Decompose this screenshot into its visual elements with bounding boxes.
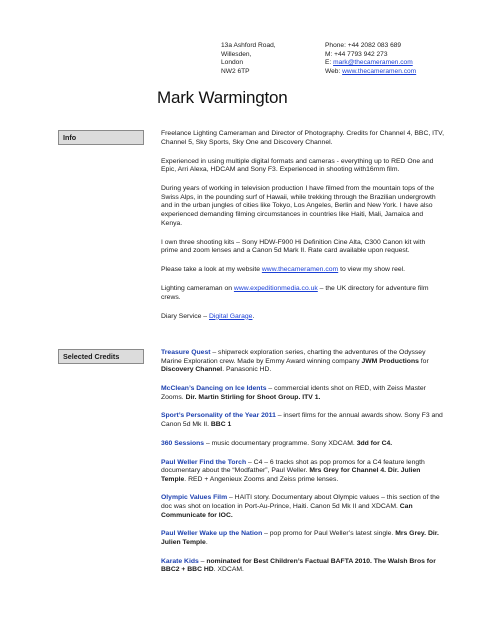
credit-title: Treasure Quest bbox=[161, 349, 211, 356]
credit-text: . bbox=[205, 539, 208, 547]
address-line: Willesden, bbox=[221, 50, 252, 58]
credit-item bbox=[161, 412, 444, 429]
page-title: Mark Warmington bbox=[157, 88, 288, 107]
info-paragraph bbox=[161, 313, 444, 322]
info-paragraph bbox=[161, 285, 444, 302]
credit-bold: Mrs Grey for Channel 4. Dir. Julien Temple bbox=[161, 467, 421, 483]
credit-bold: Can Communicate for IOC. bbox=[161, 503, 413, 519]
credit-item bbox=[161, 558, 444, 575]
credit-bold: 3dd for C4. bbox=[356, 439, 393, 447]
credit-title: Paul Weller Wake up the Nation bbox=[161, 530, 263, 538]
digital-garage-link[interactable]: Digital Garage bbox=[208, 312, 253, 320]
credit-text: for bbox=[418, 357, 429, 365]
info-paragraph: Freelance Lighting Cameraman and Director of Photography. Credits for Channel 4, BBC, ITV, Channel 5, Sky Sports, Sky One and Discovery Channel. bbox=[161, 130, 444, 146]
credit-title: Olympic Values Film bbox=[161, 494, 228, 502]
email-label: E: bbox=[325, 59, 332, 67]
credit-bold: Discovery Channel bbox=[161, 366, 223, 374]
credit-text: – HAITI story. Documentary about Olympic values – this section of the doc was shot on location in Port-Au-Prince, Haiti. Canon 5d Mk II and XDCAM. bbox=[161, 494, 440, 511]
credit-item bbox=[161, 385, 444, 402]
credit-item bbox=[161, 440, 444, 449]
credit-text: – commercial idents shot on RED, with Zeiss Master Zooms. bbox=[161, 384, 426, 401]
web-label: Web: bbox=[325, 67, 341, 75]
text-span: to view my show reel. bbox=[338, 266, 406, 274]
credit-bold: Dir. Martin Stirling for Shoot Group. ITV 1. bbox=[185, 393, 321, 401]
credit-item bbox=[161, 349, 444, 375]
credit-title: McClean’s Dancing on Ice Idents bbox=[161, 384, 267, 392]
credit-text: – insert films for the annual awards show. Sony F3 and Canon 5d Mk II. bbox=[161, 412, 443, 428]
address-line: NW2 6TP bbox=[221, 67, 250, 75]
info-section bbox=[161, 130, 444, 332]
credit-item bbox=[161, 459, 444, 485]
credits-section-label: Selected Credits bbox=[58, 349, 144, 364]
address-line: London bbox=[221, 59, 244, 67]
text-span: – the UK directory for adventure film crews. bbox=[161, 285, 429, 301]
email-row bbox=[325, 59, 416, 68]
expedition-media-link[interactable]: www.expeditionmedia.co.uk bbox=[233, 285, 318, 293]
text-span: Please take a look at my website bbox=[161, 266, 262, 274]
credit-bold: Mrs Grey. Dir. Julien Temple bbox=[161, 530, 439, 547]
contact-block bbox=[325, 42, 416, 76]
credit-item bbox=[161, 494, 444, 520]
address-block bbox=[221, 42, 276, 76]
mobile-number: M: +44 7793 942 273 bbox=[325, 50, 388, 58]
credit-text: . Panasonic HD. bbox=[222, 366, 272, 374]
website-link[interactable]: www.thecameramen.com bbox=[261, 266, 339, 274]
phone-number: Phone: +44 2082 083 689 bbox=[325, 42, 402, 49]
credit-text: . RED + Angenieux Zooms and Zeiss prime lenses. bbox=[184, 475, 339, 483]
credit-text: – pop promo for Paul Weller’s latest single. bbox=[262, 530, 396, 538]
credit-title: Karate Kids bbox=[161, 557, 199, 565]
credit-item bbox=[161, 530, 444, 547]
website-link[interactable]: www.thecameramen.com bbox=[342, 67, 417, 75]
credits-section bbox=[161, 349, 444, 585]
info-paragraph: I own three shooting kits – Sony HDW-F900 Hi Definition Cine Alta, C300 Canon kit with prime and zoom lenses and a Canon 5d Mark II. Rate card available upon request. bbox=[161, 238, 426, 255]
credit-title: Paul Weller Find the Torch bbox=[161, 458, 247, 466]
text-span: Lighting cameraman on bbox=[161, 285, 234, 293]
credit-text: – music documentary programme. Sony XDCAM. bbox=[204, 439, 357, 447]
credit-bold: BBC 1 bbox=[210, 420, 232, 428]
address-line: 13a Ashford Road, bbox=[221, 42, 276, 49]
credit-text: . XDCAM. bbox=[213, 566, 244, 574]
credit-title: 360 Sessions bbox=[161, 439, 205, 447]
credit-bold: JWM Productions bbox=[361, 357, 419, 365]
web-row bbox=[325, 68, 416, 77]
info-paragraph: During years of working in television production I have filmed from the mountain tops of the Swiss Alps, in the pounding surf of Hawaii, while trekking through the Brazilian undergrowth and in the urban jungles of cities like Tokyo, Los Angeles, Berlin and New York. I have also experienced demanding filming circumstances in countries like Haiti, Mali, Jamaica and Kenya. bbox=[161, 185, 436, 227]
info-paragraph: Experienced in using multiple digital formats and cameras - everything up to RED One and Epic, Arri Alexa, HDCAM and Sony F3. Experienced in shooting with16mm film. bbox=[161, 157, 434, 174]
text-span: . bbox=[252, 312, 255, 320]
credit-text: – shipwreck exploration series, charting the adventures of the Odyssey Marine Exploration crew. Made by Emmy Award winning company bbox=[161, 349, 426, 365]
credit-text: – bbox=[198, 557, 207, 565]
text-span: Diary Service – bbox=[161, 312, 209, 320]
info-paragraph bbox=[161, 266, 444, 275]
credit-text: – C4 – 6 tracks shot as pop promos for a C4 feature length documentary about the “Modfather”, Paul Weller. bbox=[161, 458, 425, 475]
credit-bold: nominated for Best Children’s Factual BAFTA 2010. The Walsh Bros for BBC2 + BBC HD bbox=[161, 557, 436, 574]
credit-title: Sport’s Personality of the Year 2011 bbox=[161, 412, 276, 420]
email-link[interactable]: mark@thecameramen.com bbox=[333, 59, 413, 67]
info-section-label: Info bbox=[58, 130, 144, 145]
